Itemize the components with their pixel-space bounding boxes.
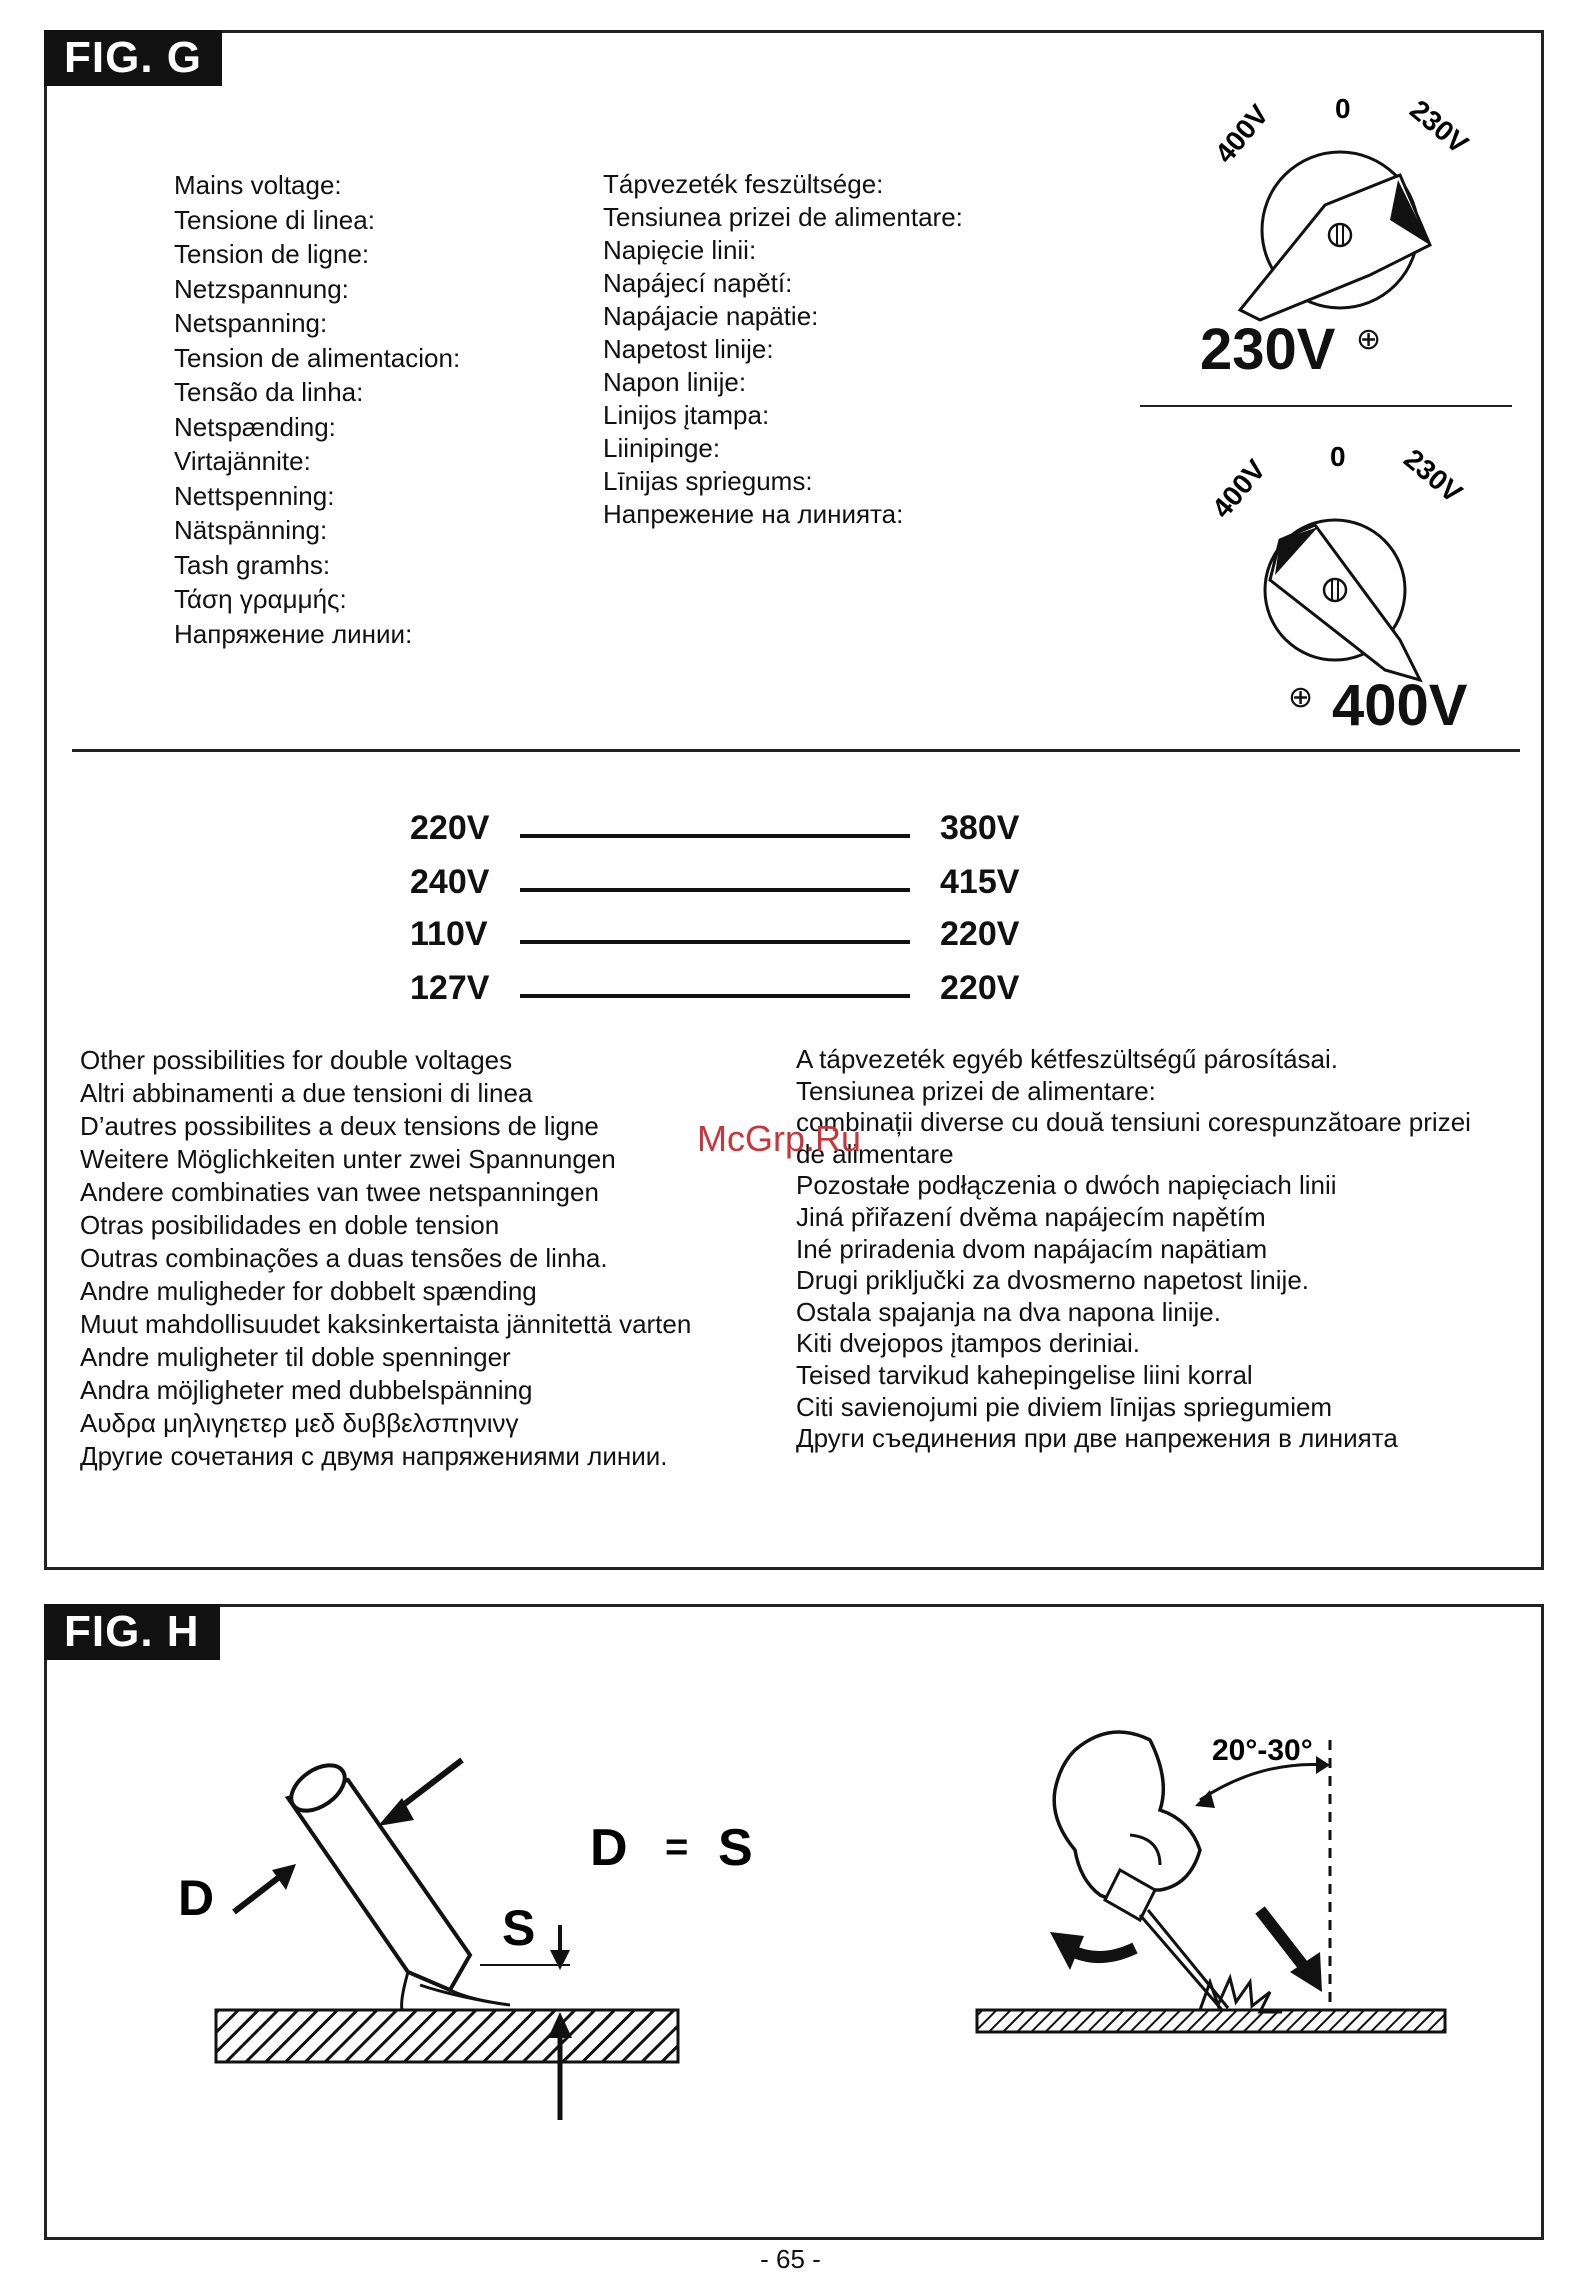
electrode [283,1756,510,2010]
voltage-connector-line [520,994,910,998]
other-possibility-item: Andra möjligheter med dubbelspänning [80,1375,533,1405]
voltage-low: 110V [410,915,488,953]
voltage-low: 127V [410,969,490,1007]
workpiece-plate-right [977,2010,1445,2032]
voltage-high: 220V [940,969,1020,1007]
voltage-connector-line [520,940,910,944]
switch-top-mark-right: 230V [1404,93,1475,160]
switch-top-mark-left: 400V [1208,98,1275,169]
other-possibility-item: combinații diverse cu două tensiuni corespunzătoare prizei [796,1107,1471,1138]
diameter-arrow-right [378,1760,462,1826]
mains-voltage-item: Netspænding: [174,411,336,442]
label-s: S [502,1900,536,1956]
switch-top-mark-center: 0 [1335,93,1351,124]
mains-voltage-item: Nätspänning: [174,515,328,545]
voltage-pair-row [410,968,1030,1008]
hand-holding-electrode [1054,1732,1228,2010]
voltage-connector-line [520,834,910,838]
mains-voltage-item: Napájacie napätie: [603,301,819,331]
other-possibility-item: Other possibilities for double voltages [80,1045,513,1075]
voltage-high: 415V [940,863,1020,901]
mains-voltage-item: Napájecí napětí: [603,268,793,298]
other-possibility-item: Andre muligheter til doble spenninger [80,1342,511,1372]
workpiece-plate [216,2010,678,2062]
other-possibility-item: Altri abbinamenti a due tensioni di linea [80,1078,533,1108]
other-possibility-item: Αυδρα μηλιγηετερ μεδ δυββελσπηνινγ [80,1408,519,1438]
equation-equals: = [665,1825,689,1869]
equation-s: S [718,1819,753,1877]
switch-divider [1140,405,1512,407]
voltage-connector-line [520,888,910,892]
other-possibility-item: Ostala spajanja na dva napona linije. [796,1296,1221,1327]
watermark: McGrp.Ru [697,1118,862,1159]
mains-voltage-item: Virtajännite: [174,446,311,476]
mains-voltage-item: Напряжение линии: [174,618,413,649]
switch-bottom-knob [1265,520,1420,680]
switch-bottom-mark-center: 0 [1330,441,1346,472]
voltage-pair-row [410,914,1030,954]
other-possibility-item: Andere combinaties van twee netspanningen [80,1177,599,1207]
other-possibility-item: Outras combinações a duas tensões de linha. [80,1243,608,1273]
mains-voltage-item: Τάση γραμμής: [174,584,347,614]
other-possibilities-left [80,1044,691,1473]
mains-voltage-item: Tápvezeték feszültsége: [603,169,884,199]
diameter-arrow-left [234,1864,296,1912]
other-possibility-item: Pozostałe podłączenia o dwóch napięciach linii [796,1170,1337,1201]
other-possibility-item: Kiti dvejopos įtampos deriniai. [796,1328,1140,1359]
other-possibility-item: Citi savienojumi pie diviem līnijas spriegumiem [796,1391,1333,1422]
mains-voltage-item: Tension de alimentacion: [174,342,461,373]
mains-voltage-item: Tension de ligne: [174,239,370,269]
fig-h-label: FIG. H [44,1604,220,1660]
switch-top-knob [1240,152,1430,320]
mains-voltage-item: Nettspenning: [174,480,335,511]
label-d: D [178,1870,215,1926]
rotation-arrow [1050,1932,1135,1970]
voltage-pair-row [410,862,1030,902]
other-possibility-item: Jiná přiřazení dvěma napájecím napětím [796,1201,1266,1232]
switch-bottom-setting: 400V [1332,673,1468,738]
other-possibility-item: Други съединения при две напрежения в линията [796,1423,1398,1454]
mains-voltage-item: Napięcie linii: [603,235,757,265]
switch-bottom-symbol: ⊕ [1288,681,1314,714]
voltage-high: 220V [940,915,1020,953]
mains-voltage-item: Netzspannung: [174,273,349,304]
other-possibility-item: Weitere Möglichkeiten unter zwei Spannungen [80,1144,616,1174]
mains-voltage-item: Napetost linije: [603,334,774,364]
mains-voltage-list-left [174,168,460,651]
mains-voltage-item: Liinipinge: [603,433,721,463]
other-possibility-item: Другие сочетания с двумя напряжениями линии. [80,1441,668,1471]
fig-g-divider [72,749,1520,752]
other-possibility-item: Teised tarvikud kahepingelise liini korral [796,1359,1253,1390]
switch-top-setting: 230V [1200,317,1336,382]
other-possibility-item: Iné priradenia dvom napájacím napätiam [796,1233,1268,1264]
other-possibility-item: Muut mahdollisuudet kaksinkertaista jännitettä varten [80,1309,692,1339]
other-possibility-item: A tápvezeték egyéb kétfeszültségű párosításai. [796,1044,1339,1074]
electrode-diameter-diagram [150,1740,790,2130]
page-number: - 65 - [760,2244,821,2274]
switch-bottom-mark-right: 230V [1398,442,1469,509]
equation-d: D [590,1819,628,1877]
mains-voltage-item: Tensione di linea: [174,204,375,235]
fig-g-label: FIG. G [44,30,222,86]
voltage-high: 380V [940,809,1020,847]
switch-top-symbol: ⊕ [1356,323,1382,356]
mains-voltage-item: Mains voltage: [174,170,342,200]
mains-voltage-item: Linijos įtampa: [603,400,770,430]
mains-voltage-item: Napon linije: [603,367,747,397]
mains-voltage-list-right [603,168,963,531]
mains-voltage-item: Tensão da linha: [174,377,364,407]
mains-voltage-item: Напрежение на линията: [603,499,904,529]
other-possibility-item: D’autres possibilites a deux tensions de ligne [80,1111,599,1141]
other-possibility-item: Andre muligheder for dobbelt spænding [80,1276,537,1306]
other-possibility-item: Drugi priključki za dvosmerno napetost linije. [796,1265,1310,1296]
other-possibilities-right [796,1044,1471,1455]
mains-voltage-item: Netspanning: [174,308,328,338]
voltage-low: 220V [410,809,490,847]
voltage-pair-row [410,808,1030,848]
other-possibility-item: Otras posibilidades en doble tension [80,1210,500,1240]
angle-label: 20°-30° [1212,1734,1313,1767]
welding-angle-diagram [960,1720,1460,2090]
other-possibility-item: Tensiunea prizei de alimentare: [796,1075,1156,1106]
switch-bottom-mark-left: 400V [1205,453,1272,524]
voltage-low: 240V [410,863,490,901]
mains-voltage-item: Līnijas spriegums: [603,466,813,496]
switch-bottom-diagram [1140,430,1520,690]
mains-voltage-item: Tensiunea prizei de alimentare: [603,202,963,232]
other-possibility-item: de alimentare [796,1138,954,1169]
mains-voltage-item: Tash gramhs: [174,549,331,580]
direction-arrow [1260,1910,1322,1992]
